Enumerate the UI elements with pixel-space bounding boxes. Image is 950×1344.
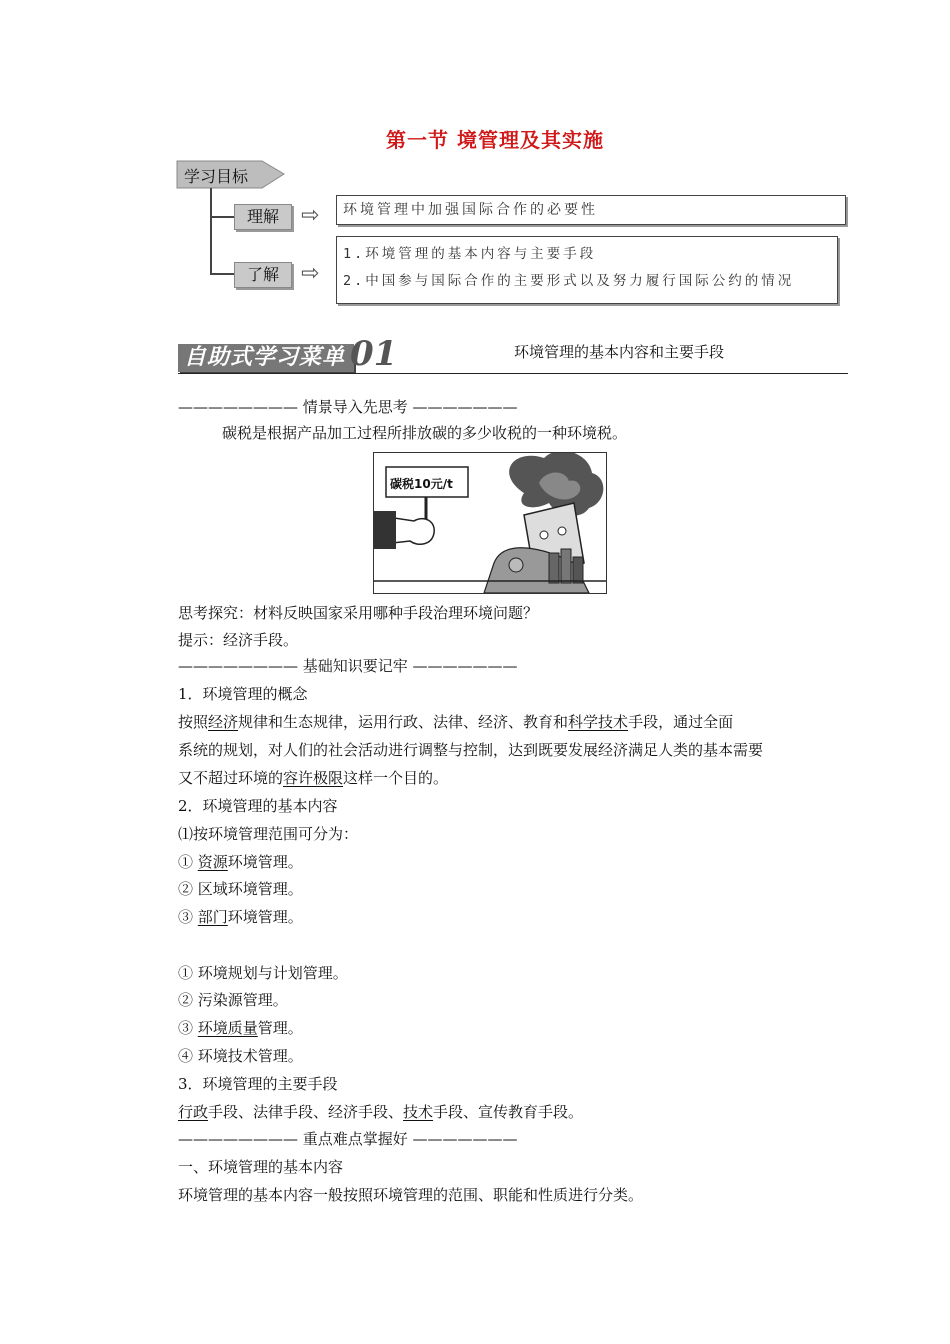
blank-answer: 容许极限	[283, 769, 344, 787]
objectives-panel	[176, 160, 846, 310]
text: 手段、宣传教育手段。	[433, 1103, 584, 1121]
know-tag	[234, 262, 292, 288]
function-item-3	[178, 1018, 303, 1038]
text: 按照	[178, 713, 209, 731]
means-line	[178, 1102, 583, 1122]
marker: ③	[178, 1019, 198, 1037]
section-heading: 环境管理的基本内容和主要手段	[514, 343, 725, 361]
know-item-2: 2.中国参与国际合作的主要形式以及努力履行国际公约的情况	[343, 273, 795, 289]
function-item-1: ① 环境规划与计划管理。	[178, 964, 348, 982]
scope-item-1	[178, 852, 303, 872]
scope-subheading: ⑴按环境管理范围可分为：	[178, 825, 359, 843]
text: 这样一个目的。	[343, 769, 449, 787]
understand-box	[336, 195, 846, 225]
section-banner-label: 自助式学习菜单	[178, 344, 354, 372]
arrow-right-icon: ⇨	[301, 203, 320, 228]
connector-understand	[210, 188, 234, 218]
blank-answer: 技术	[403, 1103, 434, 1121]
key-paragraph-1: 环境管理的基本内容一般按照环境管理的范围、职能和性质进行分类。	[178, 1186, 644, 1204]
divider-key: ———————— 重点难点掌握好 ———————	[178, 1130, 518, 1148]
blank-answer: 资源	[197, 853, 228, 871]
blank-answer: 环境质量	[197, 1019, 258, 1037]
marker: ①	[178, 853, 198, 871]
basics-heading-1: 1．环境管理的概念	[178, 685, 308, 703]
understand-tag	[234, 204, 292, 230]
scenario-intro: 碳税是根据产品加工过程所排放碳的多少收税的一种环境税。	[222, 424, 628, 442]
marker: ③	[178, 908, 198, 926]
text: 手段，通过全面	[628, 713, 734, 731]
text: 环境管理。	[227, 908, 303, 926]
know-box	[336, 236, 838, 304]
carbon-tax-cartoon	[373, 452, 607, 594]
page-title: 第一节 境管理及其实施	[386, 128, 604, 152]
carbon-tax-sign: 碳税10元/t	[390, 477, 453, 491]
scenario-question: 思考探究：材料反映国家采用哪种手段治理环境问题？	[178, 604, 539, 622]
function-item-2: ② 污染源管理。	[178, 991, 288, 1009]
basics-heading-2: 2．环境管理的基本内容	[178, 797, 338, 815]
blank-answer: 行政	[178, 1103, 209, 1121]
scenario-hint: 提示：经济手段。	[178, 631, 299, 649]
scope-item-3	[178, 907, 303, 927]
cartoon-drawing	[374, 453, 606, 593]
text: 管理。	[257, 1019, 303, 1037]
key-heading-1: 一、环境管理的基本内容	[178, 1158, 344, 1176]
text: 规律和生态规律，运用行政、法律、经济、教育和	[238, 713, 569, 731]
section-rule	[178, 373, 848, 374]
divider-scenario: ———————— 情景导入先思考 ———————	[178, 398, 518, 416]
divider-basics: ———————— 基础知识要记牢 ———————	[178, 657, 518, 675]
text: 手段、法律手段、经济手段、	[208, 1103, 404, 1121]
text: 环境管理。	[227, 853, 303, 871]
concept-line-1	[178, 712, 733, 732]
concept-line-3	[178, 768, 448, 788]
know-item-1: 1.环境管理的基本内容与主要手段	[343, 246, 597, 262]
scope-item-2: ② 区域环境管理。	[178, 880, 303, 898]
basics-heading-3: 3．环境管理的主要手段	[178, 1075, 338, 1093]
objectives-header: 学习目标	[184, 167, 249, 186]
blank-answer: 部门	[197, 908, 228, 926]
know-label: 了解	[246, 265, 279, 284]
connector-know	[210, 216, 234, 275]
section-banner-number: 01	[350, 334, 398, 374]
text: 又不超过环境的	[178, 769, 284, 787]
understand-label: 理解	[246, 207, 279, 226]
arrow-right-icon: ⇨	[301, 261, 320, 286]
blank-answer: 科学技术	[568, 713, 629, 731]
concept-line-2: 系统的规划，对人们的社会活动进行调整与控制，达到既要发展经济满足人类的基本需要	[178, 741, 764, 759]
understand-item: 环境管理中加强国际合作的必要性	[343, 202, 598, 218]
function-item-4: ④ 环境技术管理。	[178, 1047, 303, 1065]
blank-answer: 经济	[208, 713, 239, 731]
